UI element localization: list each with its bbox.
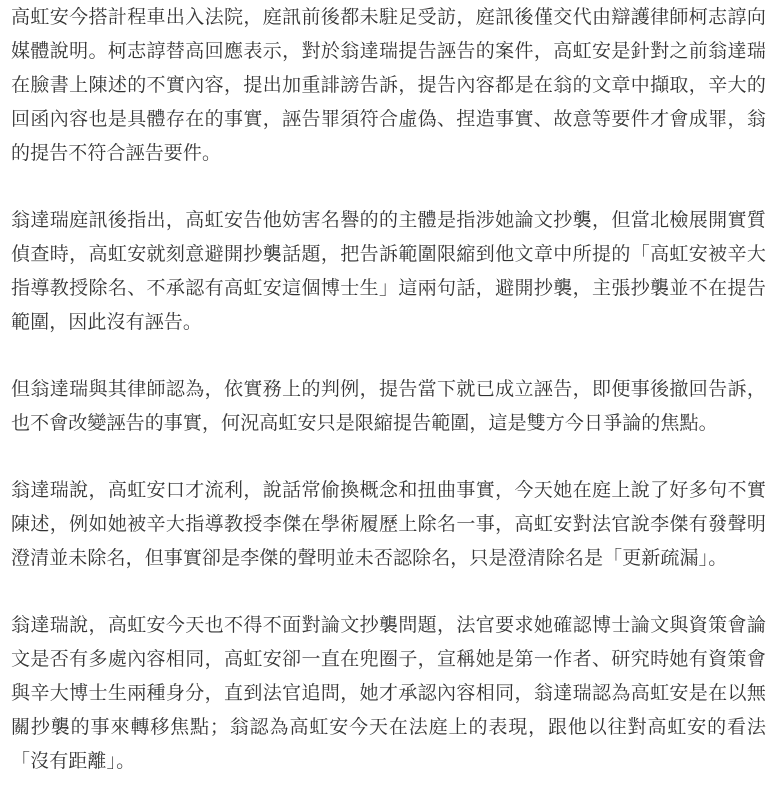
paragraph-5: 翁達瑞說，高虹安今天也不得不面對論文抄襲問題，法官要求她確認博士論文與資策會論文是否有多處內容相同，高虹安卻一直在兜圈子，宣稱她是第一作者、研究時她有資策會與辛大博士生兩種身分，直到法官追問，她才承認內容相同，翁達瑞認為高虹安是在以無關抄襲的事來轉移焦點；翁認為高虹安今天在法庭上的表現，跟他以往對高虹安的看法「沒有距離」。 <box>11 614 766 772</box>
paragraph-2: 翁達瑞庭訊後指出，高虹安告他妨害名譽的的主體是指涉她論文抄襲，但當北檢展開實質偵查時，高虹安就刻意避開抄襲話題，把告訴範圍限縮到他文章中所提的「高虹安被辛大指導教授除名、不承認有高虹安這個博士生」這兩句話，避開抄襲，主張抄襲並不在提告範圍，因此沒有誣告。 <box>11 209 766 333</box>
paragraph-4: 翁達瑞說，高虹安口才流利，說話常偷換概念和扭曲事實，今天她在庭上說了好多句不實陳述，例如她被辛大指導教授李傑在學術履歷上除名一事，高虹安對法官說李傑有發聲明澄清並未除名，但事實卻是李傑的聲明並未否認除名，只是澄清除名是「更新疏漏」。 <box>11 479 766 569</box>
paragraph-1: 高虹安今搭計程車出入法院，庭訊前後都未駐足受訪，庭訊後僅交代由辯護律師柯志諄向媒體說明。柯志諄替高回應表示，對於翁達瑞提告誣告的案件，高虹安是針對之前翁達瑞在臉書上陳述的不實內容，提出加重誹謗告訴，提告內容都是在翁的文章中擷取，辛大的回函內容也是具體存在的事實，誣告罪須符合虛偽、捏造事實、故意等要件才會成罪，翁的提告不符合誣告要件。 <box>11 6 766 164</box>
paragraph-3: 但翁達瑞與其律師認為，依實務上的判例，提告當下就已成立誣告，即便事後撤回告訴，也不會改變誣告的事實，何況高虹安只是限縮提告範圍，這是雙方今日爭論的焦點。 <box>11 378 766 434</box>
